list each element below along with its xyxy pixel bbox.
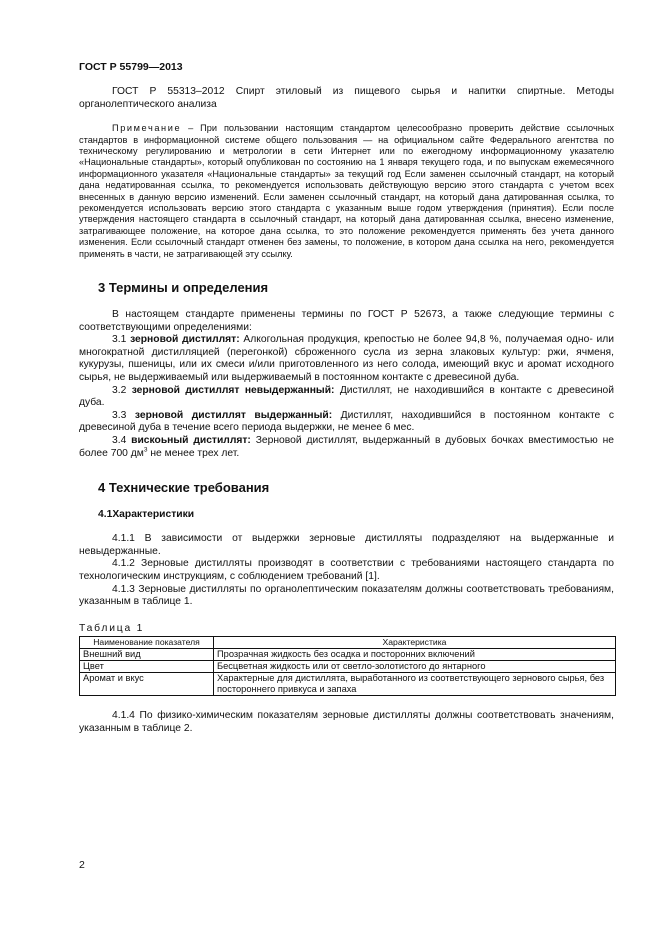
subsection-4-1-title: 4.1Характеристики [98, 509, 195, 521]
term-3-3-definition: Дистиллят, находившийся в постоянном контакте с древесиной дуба в течение всего периода выдержки, не менее 6 мес. [79, 409, 614, 434]
row-name: Аромат и вкус [80, 673, 214, 696]
term-3-1-definition: Алкогольная продукция, крепостью не более 94,8 %, получаемая одно- или многократной дистилляцией (перегонкой) сброженного сусла из зерна злаковых культур: ржи, ячменя, кукурузы, пшеницы, или их смеси и/или приготовленного из него солода, имеющий вкус и аромат исходного сырья, не выдерживаемый или выдерживаемый в постоянном контакте с древесиной дуба. [79, 334, 614, 384]
term-3-2-name: зерновой дистиллят невыдержанный: [131, 384, 335, 396]
note-label: Примечание [112, 123, 182, 134]
clause-4-1-4: 4.1.4 По физико-химическим показателям зерновые дистилляты должны соответствовать значениям, указанным в таблице 2. [79, 710, 614, 734]
clause-4-1-2: 4.1.2 Зерновые дистилляты производят в соответствии с требованиями настоящего стандарта по технологическим инструкциям, с соблюдением требований [1]. [79, 558, 614, 582]
table-1 [79, 636, 616, 697]
term-3-1-name: зерновой дистиллят: [130, 334, 240, 346]
clause-4-1-3: 4.1.3 Зерновые дистилляты по органолептическим показателям должны соответствовать требованиям, указанным в таблице 1. [79, 583, 614, 608]
reference-gost-organoleptic: ГОСТ Р 55313–2012 Спирт этиловый из пищевого сырья и напитки спиртные. Методы органолептического анализа [79, 86, 614, 110]
page-number: 2 [79, 859, 85, 871]
clause-4-1-1: 4.1.1 В зависимости от выдержки зерновые дистилляты подразделяют на выдержанные и невыдержанные. [79, 533, 614, 557]
term-3-4 [79, 435, 614, 460]
superscript-3: 3 [143, 446, 148, 454]
table-header-row [80, 636, 616, 649]
document-code-header: ГОСТ Р 55799—2013 [79, 61, 183, 73]
term-3-3-number: 3.3 [112, 409, 135, 421]
column-header-indicator: Наименование показателя [80, 636, 214, 649]
term-3-4-number: 3.4 [112, 435, 132, 446]
term-3-2 [79, 385, 614, 410]
term-3-4-definition: Зерновой дистиллят, выдержанный в дубовых бочках вместимостью не более 700 дм [79, 435, 614, 459]
term-3-2-number: 3.2 [112, 384, 132, 396]
term-3-4-name: вискоьный дистиллят: [131, 435, 251, 446]
term-3-1-number: 3.1 [112, 334, 131, 346]
row-value: Прозрачная жидкость без осадка и посторонних включений [214, 649, 616, 661]
column-header-characteristic: Характеристика [214, 636, 616, 649]
row-value: Бесцветная жидкость или от светло-золотистого до янтарного [214, 661, 616, 673]
page-content [79, 86, 614, 735]
term-3-1 [79, 334, 614, 384]
row-name: Внешний вид [80, 649, 214, 661]
section-3-title: 3 Термины и определения [98, 280, 269, 296]
table-1-caption: Таблица 1 [79, 622, 145, 634]
term-3-2-definition: Дистиллят, не находившийся в контакте с древесиной дуба. [79, 384, 614, 409]
term-3-3 [79, 410, 614, 435]
note-paragraph [79, 123, 614, 260]
table-row [80, 649, 616, 661]
term-3-4-definition-end: не менее трех лет. [147, 447, 240, 459]
row-value: Характерные для дистиллята, выработанного из соответствующего зернового сырья, без постороннего привкуса и запаха [214, 673, 616, 696]
term-3-3-name: зерновой дистиллят выдержанный: [134, 409, 333, 421]
row-name: Цвет [80, 661, 214, 673]
section-3-intro: В настоящем стандарте применены термины по ГОСТ Р 52673, а также следующие термины с соответствующими определениями: [79, 309, 614, 333]
table-row [80, 673, 616, 696]
note-text: – При пользовании настоящим стандартом целесообразно проверить действие ссылочных стандартов в информационной системе общего пользования — на официальном сайте Федерального агентства по техническому регулированию и метрологии в сети Интернет или по ежегодному информационному указателю «Национальные стандарты», который опубликован по состоянию на 1 января текущего года, и по выпускам ежемесячного информационного указателя «Национальные стандарты» за текущий год Если заменен ссылочный стандарт, на который дана недатированная ссылка, то рекомендуется использовать действующую версию этого стандарта с учетом всех внесенных в данную версию изменений. Если заменен ссылочный стандарт, на который дана датированная ссылка, то рекомендуется использовать версию этого стандарта с указанным выше годом утверждения (принятия). Если после утверждения настоящего стандарта в ссылочный стандарт, на который дана датированная ссылка, внесено изменение, затрагивающее положение, на которое дана ссылка, то это положение рекомендуется применять без учета данного изменения. Если ссылочный стандарт отменен без замены, то положение, в котором дана ссылка на него, рекомендуется применять в части, не затрагивающей эту ссылку. [79, 123, 614, 259]
table-row [80, 661, 616, 673]
section-4-title: 4 Технические требования [98, 480, 270, 496]
